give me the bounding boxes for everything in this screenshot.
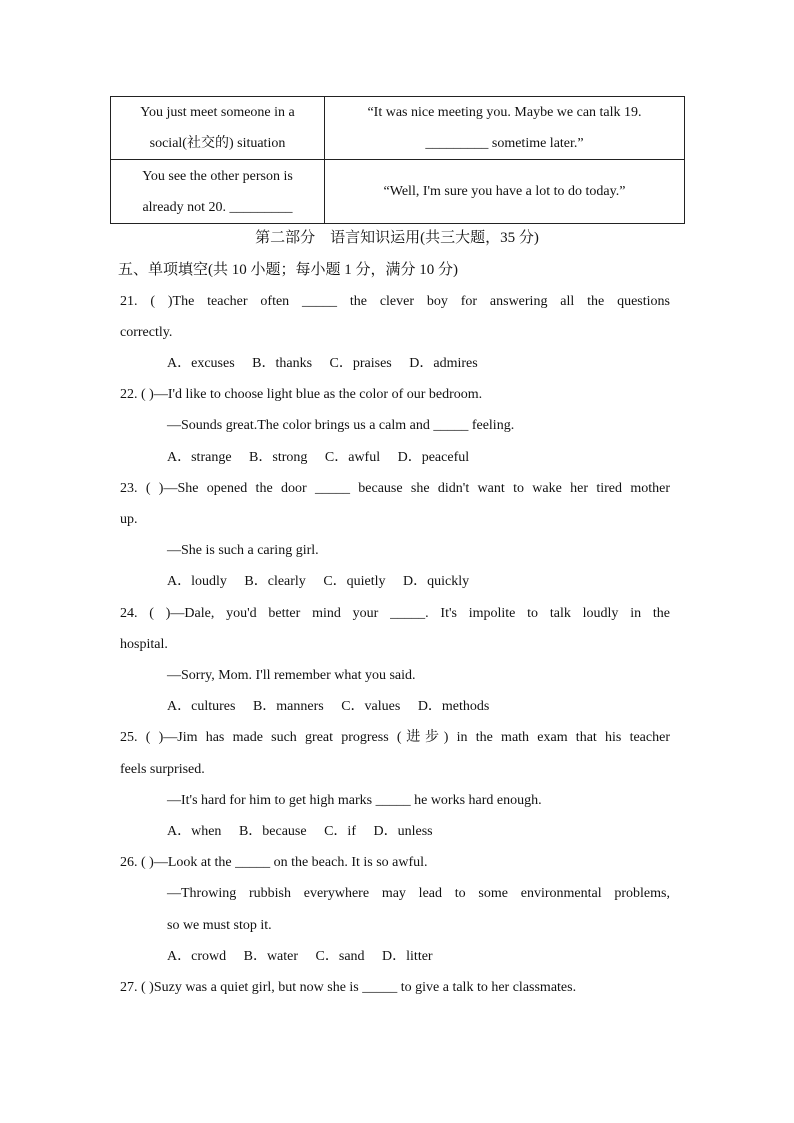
question-22-reply: —Sounds great.The color brings us a calm and _____ feeling. <box>167 418 515 433</box>
option-d[interactable]: D．methods <box>417 699 490 714</box>
option-c[interactable]: C．awful <box>324 450 381 465</box>
option-c[interactable]: C．if <box>324 824 356 839</box>
question-23-line: 23. ( )—She opened the door _____ because she didn't want to wake her tired mother <box>120 481 670 496</box>
question-25-reply: —It's hard for him to get high marks _____ he works hard enough. <box>167 793 542 808</box>
option-c[interactable]: C．sand <box>315 949 365 964</box>
question-27-line: 27. ( )Suzy was a quiet girl, but now she is _____ to give a talk to her classmates. <box>120 980 577 995</box>
table-row <box>111 97 685 160</box>
situation-table <box>110 96 685 224</box>
cell-line: You see the other person is <box>142 168 293 184</box>
question-21-cont: correctly. <box>120 325 173 340</box>
option-c[interactable]: C．praises <box>329 356 392 371</box>
question-23-cont: up. <box>120 512 138 527</box>
question-25-options <box>167 822 717 842</box>
question-25-line: 25. ( )—Jim has made such great progress (进步) in the math exam that his teacher <box>120 730 670 745</box>
option-a[interactable]: A．loudly <box>167 574 227 589</box>
section-title: 五、单项填空(共 10 小题；每小题 1 分，满分 10 分) <box>118 262 458 278</box>
option-d[interactable]: D．unless <box>373 824 433 839</box>
cell-line: already not 20. _________ <box>142 199 293 215</box>
part-title: 第二部分 语言知识运用(共三大题，35 分) <box>255 230 539 246</box>
question-24-options <box>167 697 717 717</box>
option-d[interactable]: D．litter <box>382 949 433 964</box>
question-26-line: 26. ( )—Look at the _____ on the beach. It is so awful. <box>120 855 428 870</box>
question-25-cont: feels surprised. <box>120 762 205 777</box>
question-24-line: 24. ( )—Dale, you'd better mind your _____. It's impolite to talk loudly in the <box>120 606 670 621</box>
option-c[interactable]: C．quietly <box>323 574 386 589</box>
question-26-reply-cont: so we must stop it. <box>167 918 272 933</box>
option-a[interactable]: A．strange <box>167 450 232 465</box>
question-26-reply: —Throwing rubbish everywhere may lead to some environmental problems, <box>167 886 670 901</box>
question-23-reply: —She is such a caring girl. <box>167 543 319 558</box>
table-cell <box>325 160 685 224</box>
cell-line: You just meet someone in a <box>140 105 295 120</box>
table-row <box>111 160 685 224</box>
table-cell <box>111 97 325 160</box>
question-26-options <box>167 947 717 967</box>
option-d[interactable]: D．admires <box>409 356 478 371</box>
question-23-options <box>167 572 717 592</box>
question-21-line: 21. ( )The teacher often _____ the clever boy for answering all the questions <box>120 294 670 309</box>
option-b[interactable]: B．water <box>243 949 299 964</box>
question-22-options <box>167 448 717 468</box>
question-21-options <box>167 354 717 374</box>
option-a[interactable]: A．excuses <box>167 356 235 371</box>
table-cell <box>325 97 685 160</box>
option-d[interactable]: D．peaceful <box>397 450 470 465</box>
option-c[interactable]: C．values <box>341 699 401 714</box>
option-b[interactable]: B．clearly <box>244 574 306 589</box>
question-24-cont: hospital. <box>120 637 168 652</box>
table-cell <box>111 160 325 224</box>
cell-line: “Well, I'm sure you have a lot to do today.” <box>383 184 626 199</box>
option-b[interactable]: B．strong <box>249 450 308 465</box>
option-b[interactable]: B．manners <box>252 699 324 714</box>
option-a[interactable]: A．crowd <box>167 949 227 964</box>
option-b[interactable]: B．because <box>238 824 307 839</box>
cell-line: social(社交的) situation <box>149 136 286 151</box>
question-24-reply: —Sorry, Mom. I'll remember what you said. <box>167 668 416 683</box>
option-b[interactable]: B．thanks <box>252 356 313 371</box>
cell-line: “It was nice meeting you. Maybe we can talk 19. <box>367 105 642 120</box>
question-22-line: 22. ( )—I'd like to choose light blue as the color of our bedroom. <box>120 387 483 402</box>
option-d[interactable]: D．quickly <box>403 574 470 589</box>
option-a[interactable]: A．cultures <box>167 699 236 714</box>
cell-line: _________ sometime later.” <box>425 136 584 151</box>
option-a[interactable]: A．when <box>167 824 222 839</box>
